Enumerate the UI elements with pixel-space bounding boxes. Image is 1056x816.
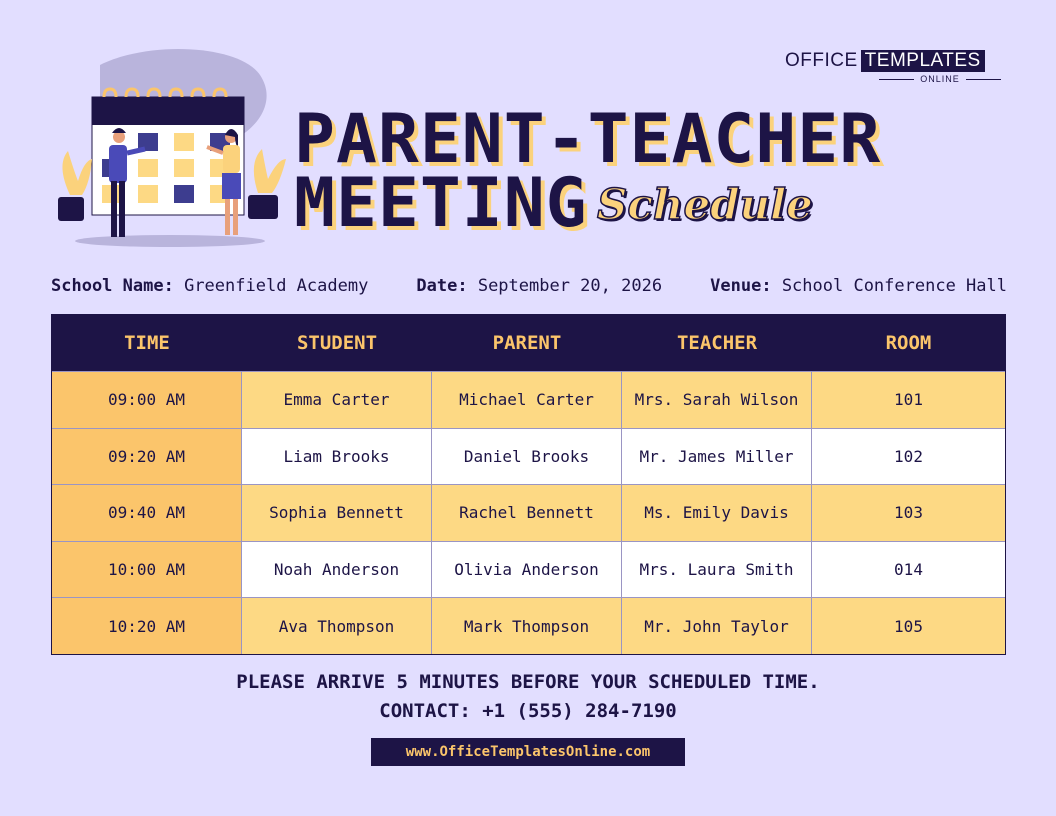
school-value: Greenfield Academy [184,276,369,296]
cell-parent: Olivia Anderson [432,542,622,598]
logo-online-label: ONLINE [920,74,960,84]
cell-student: Liam Brooks [242,429,432,485]
header-room: ROOM [885,332,932,354]
plant-left-icon [58,151,92,221]
venue-value: School Conference Hall [781,276,1007,296]
venue-info [710,276,1007,296]
cell-teacher: Mrs. Laura Smith [622,542,812,598]
cell-time: 09:00 AM [52,372,242,428]
cell-room: 014 [812,542,1005,598]
table-row [52,597,1005,654]
cell-parent: Daniel Brooks [432,429,622,485]
website-link[interactable]: www.OfficeTemplatesOnline.com [371,738,685,766]
cell-student: Emma Carter [242,372,432,428]
cell-teacher: Mr. James Miller [622,429,812,485]
cell-parent: Michael Carter [432,372,622,428]
calendar-meeting-illustration [40,45,300,255]
header-time: TIME [124,332,170,354]
logo-templates-text: TEMPLATES [861,50,985,72]
cell-room: 102 [812,429,1005,485]
venue-label: Venue: [710,276,772,296]
header-parent: PARENT [492,332,562,354]
brand-logo [785,50,1007,86]
header-teacher: TEACHER [676,332,758,354]
cell-room: 103 [812,485,1005,541]
title-script: Schedule [597,180,813,229]
table-row [52,371,1005,428]
cell-room: 105 [812,598,1005,654]
table-header-row [52,315,1005,371]
floor-shadow [75,235,265,247]
cell-room: 101 [812,372,1005,428]
table-row [52,484,1005,541]
arrival-note: PLEASE ARRIVE 5 MINUTES BEFORE YOUR SCHEDULED TIME. [236,671,820,693]
table-row [52,428,1005,485]
cell-time: 09:20 AM [52,429,242,485]
cell-teacher: Ms. Emily Davis [622,485,812,541]
contact-line: CONTACT: +1 (555) 284-7190 [379,700,677,722]
title-line-1: PARENT-TEACHER [294,100,882,179]
date-label: Date: [416,276,468,296]
cell-time: 09:40 AM [52,485,242,541]
header-student: STUDENT [296,332,378,354]
cell-time: 10:00 AM [52,542,242,598]
cell-student: Noah Anderson [242,542,432,598]
cell-time: 10:20 AM [52,598,242,654]
cell-parent: Rachel Bennett [432,485,622,541]
date-value: September 20, 2026 [477,276,663,296]
table-row [52,541,1005,598]
logo-online-text [873,74,1007,84]
plant-right-icon [248,149,286,219]
calendar-header [92,97,244,125]
schedule-table [51,314,1006,655]
logo-office-text: OFFICE [785,50,858,71]
cell-teacher: Mr. John Taylor [622,598,812,654]
cell-teacher: Mrs. Sarah Wilson [622,372,812,428]
cell-parent: Mark Thompson [432,598,622,654]
info-line [51,276,1007,296]
title-line-2: MEETING [294,164,588,243]
cell-student: Ava Thompson [242,598,432,654]
school-info [51,276,368,296]
date-info [416,276,662,296]
logo-wordmark [785,50,985,72]
cell-student: Sophia Bennett [242,485,432,541]
school-label: School Name: [51,276,174,296]
